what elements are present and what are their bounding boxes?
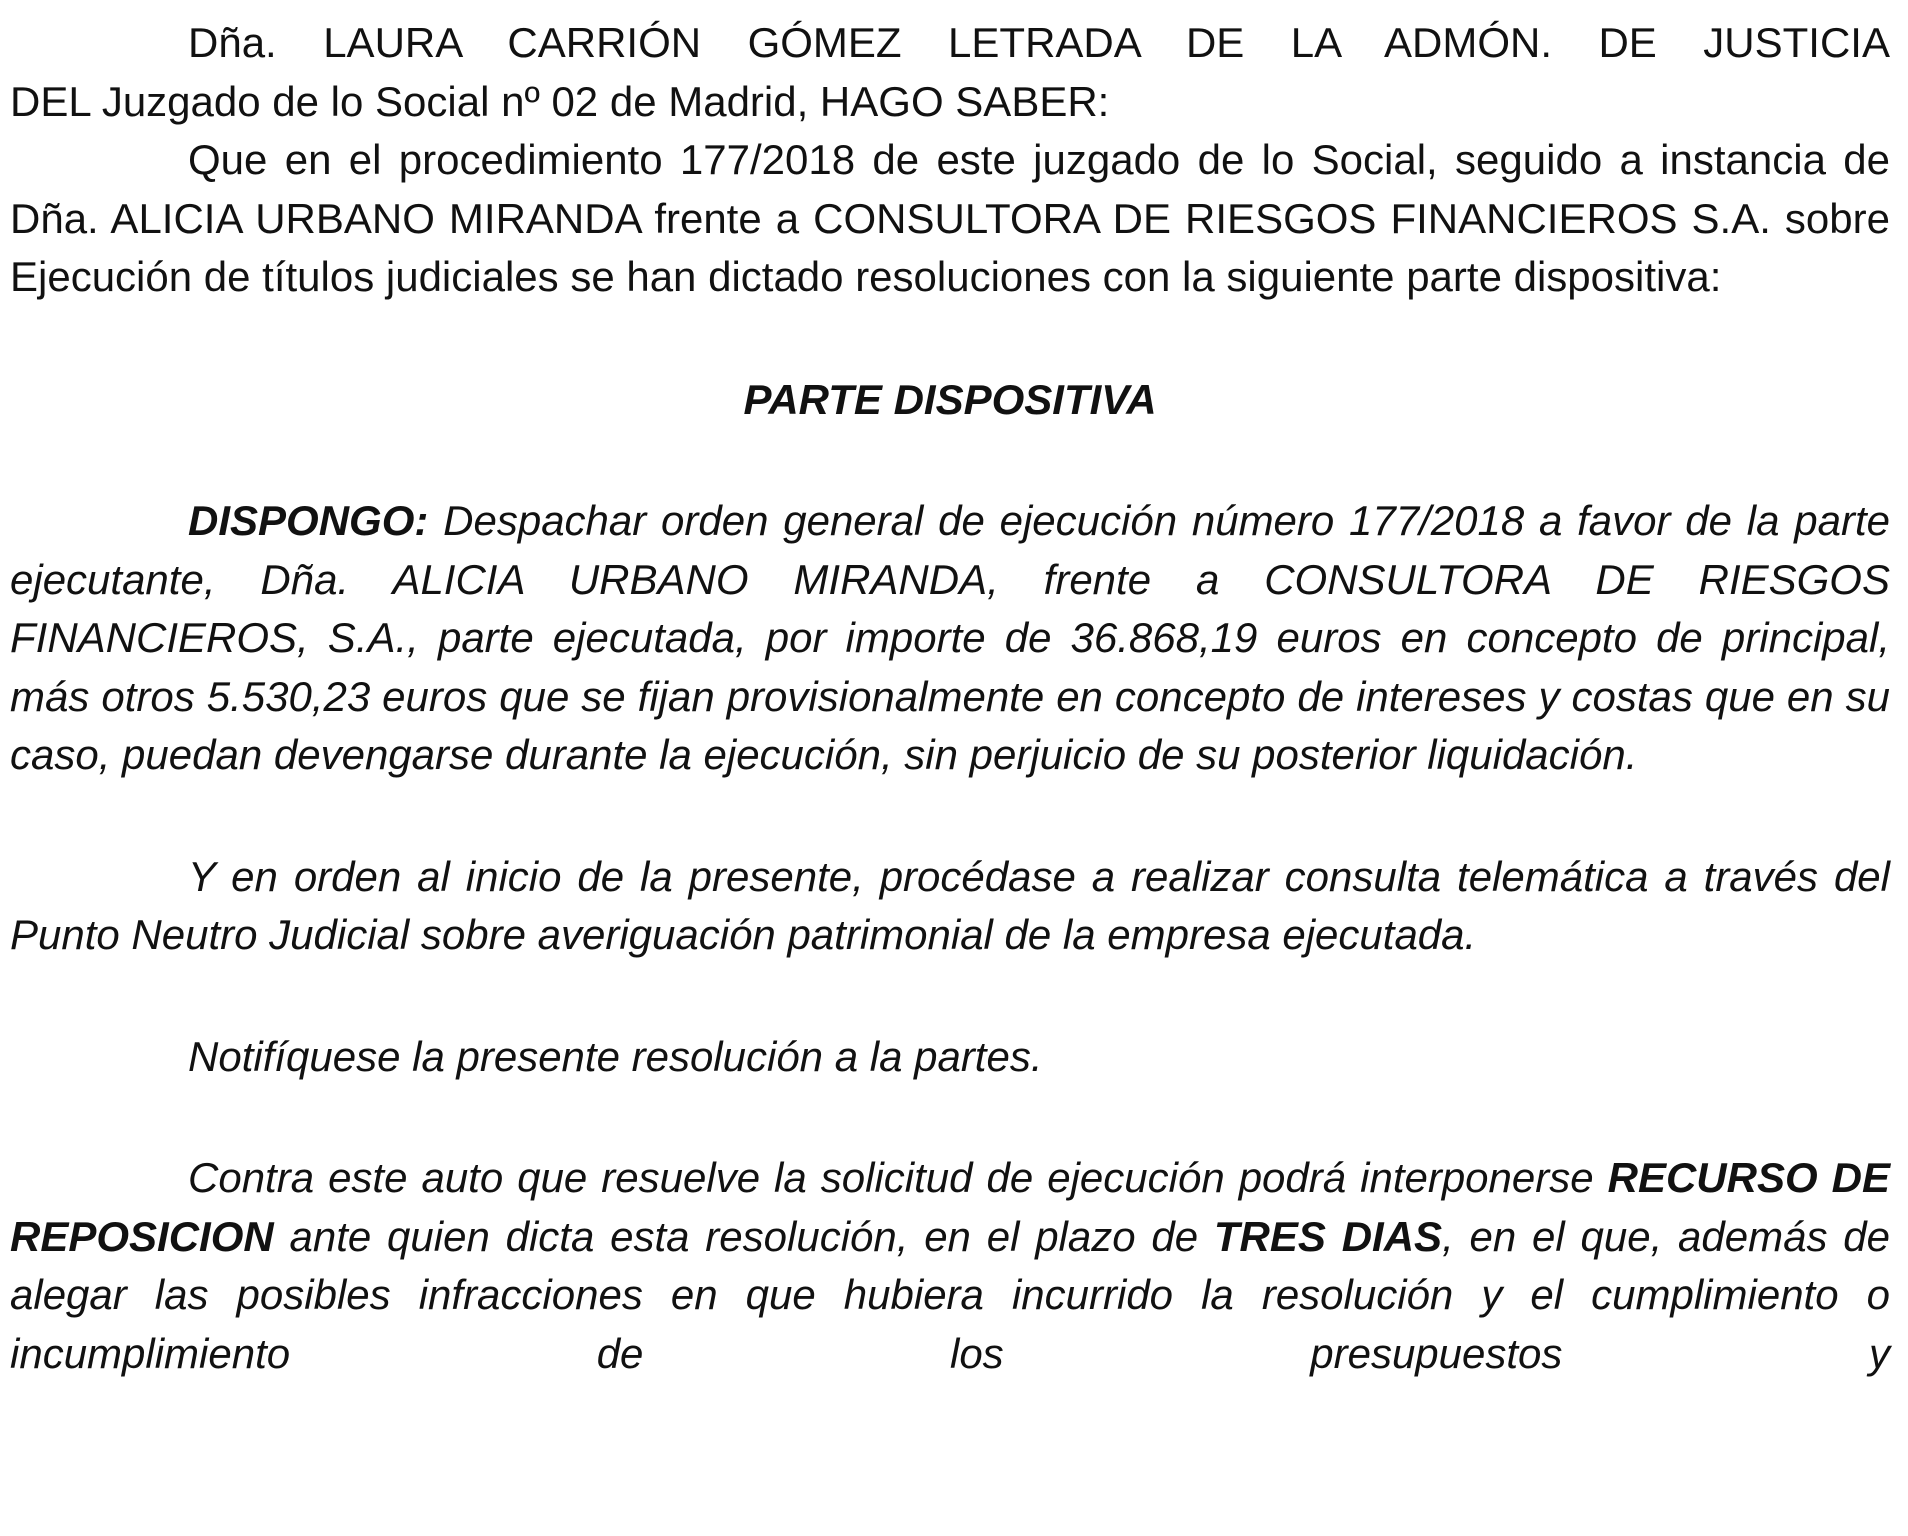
- recurso-text-2: ante quien dicta esta resolución, en el plazo de: [273, 1212, 1214, 1260]
- intro-line-1-text: Dña. LAURA CARRIÓN GÓMEZ LETRADA DE LA ADMÓN. DE JUSTICIA: [188, 19, 1890, 66]
- intro-line-1: [10, 14, 1890, 73]
- spacer: [10, 785, 1890, 848]
- recurso-paragraph: [10, 1149, 1890, 1383]
- dispongo-text: Despachar orden general de ejecución número 177/2018 a favor de la parte ejecutante, Dña. ALICIA URBANO MIRANDA, frente a CONSULTORA DE RIESGOS FINANCIEROS, S.A., parte ejecutada, por importe de 36.868,19 euros en concepto de principal, más otros 5.530,23 euros que se fijan provisionalmente en concepto de intereses y costas que en su caso, puedan devengarse durante la ejecución, sin perjuicio de su posterior liquidación.: [10, 497, 1890, 778]
- consulta-paragraph-text: Y en orden al inicio de la presente, procédase a realizar consulta telemática a través del Punto Neutro Judicial sobre averiguación patrimonial de la empresa ejecutada.: [10, 852, 1890, 958]
- recurso-text-3: , en el que, además de alegar las posibles infracciones en que hubiera incurrido la resolución y el cumplimiento o incumplimiento de los presupuestos y: [10, 1212, 1890, 1377]
- dispongo-paragraph: [10, 492, 1890, 785]
- spacer: [10, 1086, 1890, 1149]
- recurso-text-1: Contra este auto que resuelve la solicitud de ejecución podrá interponerse: [188, 1154, 1608, 1201]
- notify-paragraph-text: Notifíquese la presente resolución a la partes.: [188, 1032, 1043, 1080]
- section-heading: PARTE DISPOSITIVA: [743, 375, 1157, 423]
- spacer: [10, 429, 1890, 492]
- recurso-bold-1: RECURSO DE REPOSICION: [10, 1154, 1890, 1260]
- recurso-bold-2: TRES DIAS: [1213, 1212, 1443, 1260]
- consulta-paragraph: [10, 848, 1890, 965]
- procedure-paragraph: [10, 131, 1890, 307]
- spacer: [10, 965, 1890, 1028]
- intro-line-2: [10, 73, 1890, 132]
- intro-line-2-text: DEL Juzgado de lo Social nº 02 de Madrid, HAGO SABER:: [10, 77, 1110, 125]
- document-page: [10, 14, 1890, 1383]
- procedure-paragraph-text: Que en el procedimiento 177/2018 de este juzgado de lo Social, seguido a instancia de Dña. ALICIA URBANO MIRANDA frente a CONSULTORA DE RIESGOS FINANCIEROS S.A. sobre Ejecución de títulos judiciales se han dictado resoluciones con la siguiente parte dispositiva:: [10, 136, 1890, 300]
- dispongo-label: DISPONGO:: [188, 497, 429, 544]
- spacer: [10, 307, 1890, 371]
- notify-paragraph: [10, 1028, 1890, 1087]
